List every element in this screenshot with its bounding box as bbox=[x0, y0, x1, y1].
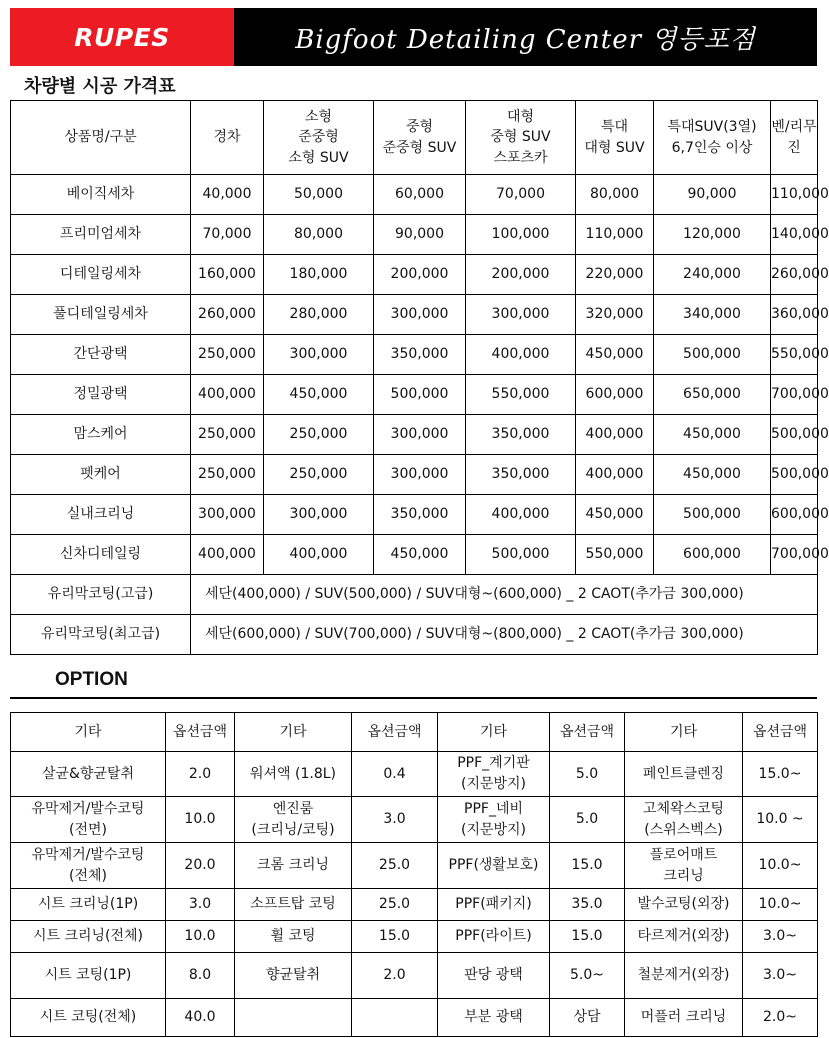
option-name bbox=[438, 843, 550, 889]
option-name bbox=[625, 843, 743, 889]
price-cell: 550,000 bbox=[466, 375, 576, 415]
option-price: 15.0 bbox=[550, 921, 625, 953]
option-price: 10.0 bbox=[166, 797, 235, 843]
table-row bbox=[11, 295, 818, 335]
option-section-title: OPTION bbox=[55, 669, 128, 690]
price-cell: 110,000 bbox=[771, 175, 818, 215]
option-divider bbox=[10, 697, 817, 699]
price-cell: 250,000 bbox=[191, 455, 264, 495]
option-price: 5.0 bbox=[550, 752, 625, 797]
cell-line: (지문방지) bbox=[460, 821, 527, 838]
column-header bbox=[374, 101, 466, 175]
cell-line: 소형 SUV bbox=[288, 149, 349, 166]
price-cell: 300,000 bbox=[264, 495, 374, 535]
option-name bbox=[438, 797, 550, 843]
cell-line: 고체왁스코팅 bbox=[642, 800, 725, 817]
cell-line: 발수코팅(외장) bbox=[637, 896, 730, 912]
table-row bbox=[11, 455, 818, 495]
cell-line: 준중형 bbox=[298, 129, 339, 146]
price-cell: 400,000 bbox=[466, 495, 576, 535]
cell-line: 엔진룸 bbox=[272, 800, 314, 817]
cell-line: 워셔액 (1.8L) bbox=[249, 765, 336, 782]
option-price: 35.0 bbox=[550, 889, 625, 921]
option-name bbox=[235, 999, 352, 1037]
option-name bbox=[235, 889, 352, 921]
price-cell: 70,000 bbox=[191, 215, 264, 255]
cell-line: 철분제거(외장) bbox=[637, 967, 730, 983]
option-price: 15.0 bbox=[352, 921, 438, 953]
price-cell: 250,000 bbox=[264, 455, 374, 495]
option-price: 15.0 bbox=[550, 843, 625, 889]
option-price: 3.0~ bbox=[743, 921, 818, 953]
option-name bbox=[438, 953, 550, 999]
price-cell: 110,000 bbox=[576, 215, 654, 255]
option-price: 10.0~ bbox=[743, 889, 818, 921]
option-name bbox=[11, 921, 166, 953]
price-cell: 300,000 bbox=[191, 495, 264, 535]
price-cell: 500,000 bbox=[771, 455, 818, 495]
cell-line: 소형 bbox=[304, 109, 333, 126]
price-cell: 70,000 bbox=[466, 175, 576, 215]
option-name bbox=[625, 752, 743, 797]
column-header: 기타 bbox=[438, 713, 550, 752]
price-cell: 450,000 bbox=[264, 375, 374, 415]
option-price: 10.0 ~ bbox=[743, 797, 818, 843]
price-section-title: 차량별 시공 가격표 bbox=[24, 76, 176, 97]
service-name: 정밀광택 bbox=[11, 375, 191, 415]
cell-line: 특대 bbox=[600, 119, 629, 136]
cell-line: PPF(패키지) bbox=[455, 896, 532, 912]
price-cell: 60,000 bbox=[374, 175, 466, 215]
column-header: 옵션금액 bbox=[166, 713, 235, 752]
price-header-row bbox=[11, 101, 818, 175]
table-row bbox=[11, 797, 818, 843]
price-cell: 40,000 bbox=[191, 175, 264, 215]
price-cell: 400,000 bbox=[191, 375, 264, 415]
cell-line: 경차 bbox=[213, 129, 241, 146]
table-row bbox=[11, 375, 818, 415]
table-row bbox=[11, 255, 818, 295]
option-name bbox=[625, 921, 743, 953]
price-cell: 600,000 bbox=[654, 535, 771, 575]
column-header: 기타 bbox=[625, 713, 743, 752]
cell-line: 시트 코팅(1P) bbox=[44, 967, 132, 983]
price-cell: 400,000 bbox=[466, 335, 576, 375]
price-cell: 400,000 bbox=[576, 415, 654, 455]
cell-line: 스포츠카 bbox=[493, 149, 548, 166]
price-cell: 300,000 bbox=[374, 455, 466, 495]
price-cell: 250,000 bbox=[191, 335, 264, 375]
cell-line: 소프트탑 코팅 bbox=[250, 896, 336, 912]
table-row bbox=[11, 335, 818, 375]
cell-line: PPF_계기판 bbox=[457, 755, 530, 771]
cell-line: 중형 bbox=[405, 119, 434, 136]
cell-line: 시트 크리닝(전체) bbox=[32, 928, 144, 944]
table-row bbox=[11, 953, 818, 999]
cell-line: 특대SUV(3열) bbox=[667, 119, 757, 136]
option-name bbox=[235, 797, 352, 843]
option-price: 40.0 bbox=[166, 999, 235, 1037]
column-header bbox=[654, 101, 771, 175]
price-cell: 280,000 bbox=[264, 295, 374, 335]
price-cell: 450,000 bbox=[654, 415, 771, 455]
cell-line: 타르제거(외장) bbox=[637, 928, 730, 944]
cell-line: 벤/리무진 bbox=[771, 119, 817, 156]
option-name bbox=[11, 797, 166, 843]
cell-line: PPF(생활보호) bbox=[448, 857, 539, 873]
table-row bbox=[11, 752, 818, 797]
price-cell: 80,000 bbox=[576, 175, 654, 215]
coating-name: 유리막코팅(최고급) bbox=[11, 615, 191, 655]
option-name bbox=[11, 889, 166, 921]
brand-logo: RUPES bbox=[10, 8, 234, 66]
option-price: 0.4 bbox=[352, 752, 438, 797]
center-name: Bigfoot Detailing Center 영등포점 bbox=[234, 8, 817, 66]
price-cell: 500,000 bbox=[771, 415, 818, 455]
option-price: 2.0~ bbox=[743, 999, 818, 1037]
price-cell: 350,000 bbox=[466, 415, 576, 455]
table-row bbox=[11, 495, 818, 535]
service-name: 신차디테일링 bbox=[11, 535, 191, 575]
option-price: 3.0~ bbox=[743, 953, 818, 999]
price-cell: 600,000 bbox=[576, 375, 654, 415]
option-price: 8.0 bbox=[166, 953, 235, 999]
option-price: 25.0 bbox=[352, 843, 438, 889]
column-header: 옵션금액 bbox=[743, 713, 818, 752]
option-price bbox=[352, 999, 438, 1037]
column-header: 기타 bbox=[235, 713, 352, 752]
option-name bbox=[235, 921, 352, 953]
price-cell: 160,000 bbox=[191, 255, 264, 295]
option-price: 2.0 bbox=[352, 953, 438, 999]
price-cell: 450,000 bbox=[576, 495, 654, 535]
option-name bbox=[438, 889, 550, 921]
option-name bbox=[235, 752, 352, 797]
price-cell: 350,000 bbox=[374, 495, 466, 535]
option-name bbox=[235, 843, 352, 889]
price-cell: 260,000 bbox=[191, 295, 264, 335]
cell-line: (크리닝/코팅) bbox=[251, 821, 335, 838]
column-header: 옵션금액 bbox=[550, 713, 625, 752]
price-cell: 250,000 bbox=[191, 415, 264, 455]
cell-line: 준중형 SUV bbox=[382, 139, 457, 156]
option-name bbox=[438, 999, 550, 1037]
header-banner bbox=[10, 8, 817, 66]
column-header bbox=[466, 101, 576, 175]
option-name bbox=[11, 953, 166, 999]
price-cell: 300,000 bbox=[374, 295, 466, 335]
option-name bbox=[11, 843, 166, 889]
price-cell: 400,000 bbox=[576, 455, 654, 495]
option-name bbox=[235, 953, 352, 999]
option-price: 10.0 bbox=[166, 921, 235, 953]
option-table bbox=[10, 712, 818, 1037]
price-cell: 350,000 bbox=[374, 335, 466, 375]
cell-line: 살균&향균탈취 bbox=[41, 765, 135, 782]
table-row bbox=[11, 415, 818, 455]
coating-name: 유리막코팅(고급) bbox=[11, 575, 191, 615]
coating-description: 세단(600,000) / SUV(700,000) / SUV대형~(800,000) _ 2 CAOT(추가금 300,000) bbox=[191, 615, 818, 655]
price-cell: 500,000 bbox=[374, 375, 466, 415]
price-cell: 700,000 bbox=[771, 375, 818, 415]
price-cell: 400,000 bbox=[191, 535, 264, 575]
price-cell: 300,000 bbox=[264, 335, 374, 375]
cell-line: (지문방지) bbox=[460, 776, 527, 792]
price-cell: 550,000 bbox=[771, 335, 818, 375]
price-cell: 140,000 bbox=[771, 215, 818, 255]
price-cell: 300,000 bbox=[374, 415, 466, 455]
column-header bbox=[264, 101, 374, 175]
price-cell: 220,000 bbox=[576, 255, 654, 295]
column-header: 기타 bbox=[11, 713, 166, 752]
table-row bbox=[11, 843, 818, 889]
cell-line: (스위스벡스) bbox=[644, 821, 723, 838]
price-cell: 450,000 bbox=[374, 535, 466, 575]
column-header bbox=[191, 101, 264, 175]
price-cell: 90,000 bbox=[374, 215, 466, 255]
column-header bbox=[771, 101, 818, 175]
cell-line: PPF(라이트) bbox=[455, 928, 532, 944]
cell-line: 크리닝 bbox=[663, 867, 704, 884]
price-cell: 90,000 bbox=[654, 175, 771, 215]
cell-line: 휠 코팅 bbox=[270, 928, 316, 944]
cell-line: 머플러 크리닝 bbox=[640, 1009, 727, 1025]
cell-line: 상품명/구분 bbox=[64, 129, 137, 146]
price-cell: 700,000 bbox=[771, 535, 818, 575]
price-cell: 400,000 bbox=[264, 535, 374, 575]
price-cell: 100,000 bbox=[466, 215, 576, 255]
service-name: 펫케어 bbox=[11, 455, 191, 495]
price-cell: 300,000 bbox=[466, 295, 576, 335]
cell-line: 플로어매트 bbox=[649, 846, 718, 863]
cell-line: (전면) bbox=[69, 821, 107, 838]
price-cell: 360,000 bbox=[771, 295, 818, 335]
coating-row bbox=[11, 615, 818, 655]
service-name: 프리미엄세차 bbox=[11, 215, 191, 255]
cell-line: 중형 SUV bbox=[490, 129, 551, 146]
table-row bbox=[11, 999, 818, 1037]
option-name bbox=[438, 752, 550, 797]
option-price: 상담 bbox=[550, 999, 625, 1037]
coating-row bbox=[11, 575, 818, 615]
service-name: 풀디테일링세차 bbox=[11, 295, 191, 335]
price-cell: 650,000 bbox=[654, 375, 771, 415]
cell-line: 페인트클렌징 bbox=[642, 765, 725, 782]
option-price: 25.0 bbox=[352, 889, 438, 921]
column-header: 옵션금액 bbox=[352, 713, 438, 752]
cell-line: 시트 코팅(전체) bbox=[39, 1009, 137, 1025]
option-name bbox=[438, 921, 550, 953]
price-cell: 450,000 bbox=[654, 455, 771, 495]
option-price: 15.0~ bbox=[743, 752, 818, 797]
table-row bbox=[11, 921, 818, 953]
column-header bbox=[576, 101, 654, 175]
option-price: 3.0 bbox=[166, 889, 235, 921]
cell-line: 대형 SUV bbox=[584, 139, 645, 156]
cell-line: PPF_네비 bbox=[464, 800, 523, 817]
price-cell: 200,000 bbox=[374, 255, 466, 295]
option-name bbox=[11, 752, 166, 797]
service-name: 실내크리닝 bbox=[11, 495, 191, 535]
price-cell: 320,000 bbox=[576, 295, 654, 335]
price-cell: 500,000 bbox=[654, 335, 771, 375]
price-cell: 340,000 bbox=[654, 295, 771, 335]
cell-line: 크롬 크리닝 bbox=[256, 857, 330, 873]
table-row bbox=[11, 889, 818, 921]
option-price: 5.0~ bbox=[550, 953, 625, 999]
cell-line: 부분 광택 bbox=[464, 1009, 523, 1025]
cell-line: (전체) bbox=[69, 867, 107, 884]
service-name: 디테일링세차 bbox=[11, 255, 191, 295]
price-cell: 350,000 bbox=[466, 455, 576, 495]
price-cell: 180,000 bbox=[264, 255, 374, 295]
cell-line: 시트 크리닝(1P) bbox=[37, 896, 139, 912]
price-cell: 250,000 bbox=[264, 415, 374, 455]
option-price: 3.0 bbox=[352, 797, 438, 843]
option-price: 5.0 bbox=[550, 797, 625, 843]
price-cell: 450,000 bbox=[576, 335, 654, 375]
column-header bbox=[11, 101, 191, 175]
coating-description: 세단(400,000) / SUV(500,000) / SUV대형~(600,000) _ 2 CAOT(추가금 300,000) bbox=[191, 575, 818, 615]
price-cell: 550,000 bbox=[576, 535, 654, 575]
cell-line: 대형 bbox=[506, 109, 535, 126]
cell-line: 판당 광택 bbox=[464, 967, 523, 983]
cell-line: 유막제거/발수코팅 bbox=[31, 800, 145, 817]
option-name bbox=[625, 797, 743, 843]
price-cell: 50,000 bbox=[264, 175, 374, 215]
table-row bbox=[11, 215, 818, 255]
option-price: 20.0 bbox=[166, 843, 235, 889]
cell-line: 향균탈취 bbox=[265, 967, 321, 983]
option-name bbox=[11, 999, 166, 1037]
option-name bbox=[625, 953, 743, 999]
price-cell: 120,000 bbox=[654, 215, 771, 255]
price-cell: 500,000 bbox=[466, 535, 576, 575]
price-cell: 600,000 bbox=[771, 495, 818, 535]
price-cell: 240,000 bbox=[654, 255, 771, 295]
option-name bbox=[625, 999, 743, 1037]
service-name: 간단광택 bbox=[11, 335, 191, 375]
price-cell: 500,000 bbox=[654, 495, 771, 535]
price-cell: 80,000 bbox=[264, 215, 374, 255]
option-header-row bbox=[11, 713, 818, 752]
price-cell: 200,000 bbox=[466, 255, 576, 295]
cell-line: 유막제거/발수코팅 bbox=[31, 846, 145, 863]
cell-line: 6,7인승 이상 bbox=[671, 139, 753, 156]
table-row bbox=[11, 535, 818, 575]
price-cell: 260,000 bbox=[771, 255, 818, 295]
table-row bbox=[11, 175, 818, 215]
option-name bbox=[625, 889, 743, 921]
price-table bbox=[10, 100, 829, 655]
service-name: 베이직세차 bbox=[11, 175, 191, 215]
option-price: 10.0~ bbox=[743, 843, 818, 889]
option-price: 2.0 bbox=[166, 752, 235, 797]
service-name: 맘스케어 bbox=[11, 415, 191, 455]
